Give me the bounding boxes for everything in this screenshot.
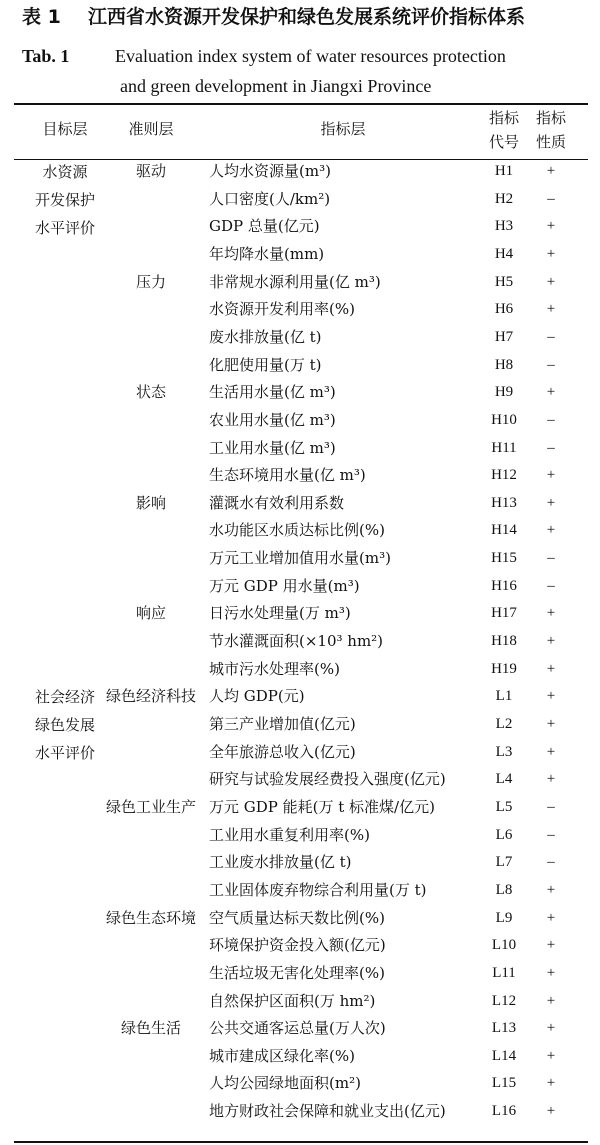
indicator-cell: 非常规水源利用量(亿 m³) [209, 272, 381, 291]
indicator-cell: 农业用水量(亿 m³) [209, 410, 336, 429]
property-cell: + [546, 218, 556, 235]
indicator-cell: 灌溉水有效利用系数 [209, 493, 345, 512]
table-bottom-rule [14, 1141, 588, 1143]
property-cell: – [547, 190, 555, 207]
header-indicator-layer: 指标层 [320, 120, 366, 138]
indicator-cell: 万元 GDP 能耗(万 t 标准煤/亿元) [209, 797, 435, 816]
criterion-cell: 驱动 [135, 162, 166, 180]
code-cell: H16 [491, 577, 517, 594]
property-cell: + [546, 163, 556, 179]
code-cell: L12 [491, 992, 517, 1009]
indicator-cell: 工业用水重复利用率(%) [209, 825, 370, 844]
property-cell: + [546, 743, 556, 760]
code-cell: H12 [491, 467, 517, 484]
code-cell: H19 [491, 660, 517, 677]
indicator-cell: 环境保护资金投入额(亿元) [209, 936, 386, 955]
property-cell: + [546, 716, 556, 732]
property-cell: – [547, 577, 555, 594]
indicator-cell: 工业用水量(亿 m³) [209, 438, 336, 457]
indicator-cell: 城市建成区绿化率(%) [209, 1046, 355, 1065]
property-cell: + [546, 301, 556, 318]
caption-title-zh: 江西省水资源开发保护和绿色发展系统评价指标体系 [88, 6, 526, 28]
code-cell: L1 [495, 688, 513, 705]
indicator-cell: 生活垃圾无害化处理率(%) [209, 963, 385, 982]
property-cell: + [546, 1075, 556, 1092]
indicator-cell: 化肥使用量(万 t) [209, 355, 322, 374]
indicator-cell: 工业废水排放量(亿 t) [209, 853, 352, 872]
property-cell: + [546, 1103, 556, 1120]
code-cell: H7 [494, 328, 514, 345]
goal-cell-line: 水资源 [42, 163, 88, 181]
header-property-line1: 指标 [535, 109, 566, 127]
property-cell: + [546, 273, 556, 290]
code-cell: H11 [491, 439, 517, 456]
criterion-cell: 绿色工业生产 [105, 797, 196, 816]
header-property [531, 106, 571, 154]
property-cell: – [547, 411, 555, 428]
criterion-cell: 压力 [135, 272, 166, 291]
indicator-cell: 第三产业增加值(亿元) [209, 715, 356, 733]
header-code-line1: 指标 [488, 109, 519, 127]
indicator-cell: GDP 总量(亿元) [209, 217, 320, 236]
indicator-cell: 万元 GDP 用水量(m³) [209, 576, 360, 595]
code-cell: H14 [491, 522, 517, 539]
property-cell: – [547, 854, 555, 871]
indicator-cell: 生态环境用水量(亿 m³) [209, 466, 366, 485]
property-cell: + [546, 467, 556, 484]
indicator-cell: 万元工业增加值用水量(m³) [209, 549, 391, 568]
indicator-cell: 空气质量达标天数比例(%) [209, 908, 385, 927]
property-cell: – [547, 328, 555, 345]
property-cell: + [546, 522, 556, 539]
goal-cell-line: 绿色发展 [34, 716, 95, 735]
goal-cell-line: 水平评价 [34, 219, 95, 237]
code-cell: L15 [491, 1075, 517, 1092]
property-cell: – [547, 356, 555, 373]
code-cell: L11 [492, 964, 516, 981]
indicator-cell: 人口密度(人/km²) [209, 189, 331, 208]
code-cell: H18 [491, 633, 517, 650]
code-cell: H5 [494, 273, 514, 290]
header-criterion-layer: 准则层 [128, 120, 174, 138]
property-cell: + [546, 494, 556, 511]
indicator-cell: 水资源开发利用率(%) [209, 300, 355, 319]
indicator-cell: 生活用水量(亿 m³) [209, 383, 336, 402]
code-cell: L13 [491, 1020, 517, 1037]
property-cell: – [547, 439, 555, 456]
indicator-cell: 废水排放量(亿 t) [209, 327, 322, 346]
table-top-rule [14, 103, 588, 105]
indicator-cell: 城市污水处理率(%) [209, 659, 340, 678]
property-cell: + [546, 605, 556, 622]
code-cell: H15 [491, 550, 517, 567]
indicator-cell: 人均水资源量(m³) [209, 162, 331, 180]
code-cell: L16 [491, 1103, 517, 1120]
caption-label-zh: 表 1 [22, 6, 61, 28]
criterion-cell: 响应 [135, 604, 166, 623]
code-cell: H6 [494, 301, 514, 318]
indicator-cell: 年均降水量(mm) [209, 244, 325, 263]
header-code-line2: 代号 [488, 133, 519, 151]
caption-title-en-line2: and green development in Jiangxi Province [120, 76, 432, 96]
property-cell: + [546, 881, 556, 898]
indicator-cell: 人均公园绿地面积(m²) [209, 1074, 361, 1093]
code-cell: L4 [495, 771, 513, 788]
goal-cell-line: 社会经济 [34, 688, 95, 707]
property-cell: + [546, 771, 556, 788]
property-cell: + [546, 909, 556, 926]
indicator-cell: 全年旅游总收入(亿元) [209, 742, 356, 761]
criterion-cell: 绿色生活 [120, 1019, 181, 1038]
code-cell: L10 [491, 937, 517, 954]
property-cell: + [546, 245, 556, 262]
indicator-cell: 公共交通客运总量(万人次) [209, 1019, 386, 1038]
header-code [478, 106, 530, 154]
indicator-cell: 地方财政社会保障和就业支出(亿元) [209, 1102, 446, 1121]
criterion-cell: 绿色生态环境 [105, 908, 196, 927]
property-cell: – [547, 826, 555, 843]
indicator-cell: 自然保护区面积(万 hm²) [209, 991, 376, 1010]
property-cell: + [546, 688, 556, 705]
indicator-cell: 日污水处理量(万 m³) [209, 604, 351, 623]
property-cell: + [546, 992, 556, 1009]
code-cell: H2 [494, 190, 514, 207]
code-cell: L9 [495, 909, 513, 926]
code-cell: H10 [491, 411, 517, 428]
code-cell: H9 [494, 384, 514, 401]
property-cell: – [547, 798, 555, 815]
criterion-cell: 影响 [135, 493, 166, 512]
code-cell: L8 [495, 881, 513, 898]
indicator-cell: 工业固体废弃物综合利用量(万 t) [209, 880, 427, 899]
property-cell: + [546, 660, 556, 677]
code-cell: H17 [491, 605, 517, 622]
code-cell: L2 [495, 716, 513, 732]
property-cell: + [546, 1047, 556, 1064]
header-goal-layer: 目标层 [42, 120, 88, 138]
code-cell: L14 [491, 1047, 517, 1064]
criterion-cell: 绿色经济科技 [105, 687, 196, 706]
code-cell: H4 [494, 245, 514, 262]
property-cell: + [546, 633, 556, 650]
indicator-cell: 节水灌溉面积(×10³ hm²) [209, 632, 384, 651]
code-cell: H13 [491, 494, 517, 511]
code-cell: H1 [494, 163, 514, 179]
header-property-line2: 性质 [535, 133, 566, 151]
indicator-cell: 人均 GDP(元) [209, 687, 305, 706]
criterion-cell: 状态 [135, 383, 166, 402]
code-cell: H3 [494, 218, 514, 235]
goal-cell-line: 开发保护 [34, 191, 95, 209]
goal-cell-line: 水平评价 [34, 744, 95, 763]
code-cell: L5 [495, 798, 513, 815]
property-cell: + [546, 937, 556, 954]
caption-title-en-line1: Evaluation index system of water resources protection [115, 46, 506, 66]
property-cell: + [546, 1020, 556, 1037]
code-cell: H8 [494, 356, 514, 373]
indicator-cell: 水功能区水质达标比例(%) [209, 521, 385, 540]
code-cell: L3 [495, 743, 513, 760]
indicator-cell: 研究与试验发展经费投入强度(亿元) [209, 770, 446, 789]
property-cell: – [547, 550, 555, 567]
property-cell: + [546, 964, 556, 981]
code-cell: L6 [495, 826, 513, 843]
code-cell: L7 [495, 854, 513, 871]
property-cell: + [546, 384, 556, 401]
caption-label-en: Tab. 1 [22, 46, 70, 66]
